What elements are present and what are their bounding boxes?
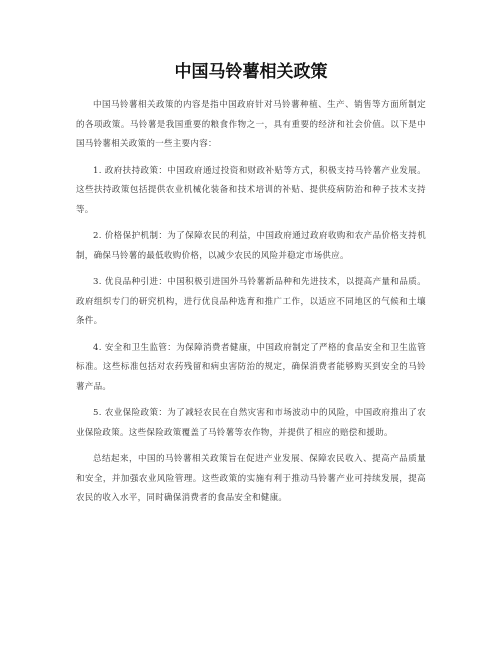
document-body (76, 96, 426, 516)
price-protection-paragraph: 2. 价格保护机制：为了保障农民的利益，中国政府通过政府收购和农产品价格支持机制，确保马铃薯的最低收购价格，以减少农民的风险并稳定市场供应。 (76, 231, 426, 261)
document-title: 中国马铃薯相关政策 (174, 62, 328, 82)
policy-support-paragraph: 1. 政府扶持政策：中国政府通过投资和财政补贴等方式，积极支持马铃薯产业发展。这些扶持政策包括提供农业机械化装备和技术培训的补贴、提供疫病防治和种子技术支持等。 (76, 165, 426, 215)
insurance-policy-paragraph: 5. 农业保险政策：为了减轻农民在自然灾害和市场波动中的风险，中国政府推出了农业保险政策。这些保险政策覆盖了马铃薯等农作物，并提供了相应的赔偿和援助。 (76, 408, 426, 438)
safety-supervision-paragraph: 4. 安全和卫生监管：为保障消费者健康，中国政府制定了严格的食品安全和卫生监管标准。这些标准包括对农药残留和病虫害防治的规定，确保消费者能够购买到安全的马铃薯产品。 (76, 342, 426, 392)
intro-paragraph: 中国马铃薯相关政策的内容是指中国政府针对马铃薯种植、生产、销售等方面所制定的各项政策。马铃薯是我国重要的粮食作物之一，具有重要的经济和社会价值。以下是中国马铃薯相关政策的一些主要内容： (76, 100, 426, 149)
variety-introduction-paragraph: 3. 优良品种引进：中国积极引进国外马铃薯新品种和先进技术，以提高产量和品质。政府组织专门的研究机构，进行优良品种选育和推广工作，以适应不同地区的气候和土壤条件。 (76, 277, 426, 326)
summary-paragraph: 总结起来，中国的马铃薯相关政策旨在促进产业发展、保障农民收入、提高产品质量和安全，并加强农业风险管理。这些政策的实施有利于推动马铃薯产业可持续发展，提高农民的收入水平，同时确保消费者的食品安全和健康。 (76, 454, 426, 503)
